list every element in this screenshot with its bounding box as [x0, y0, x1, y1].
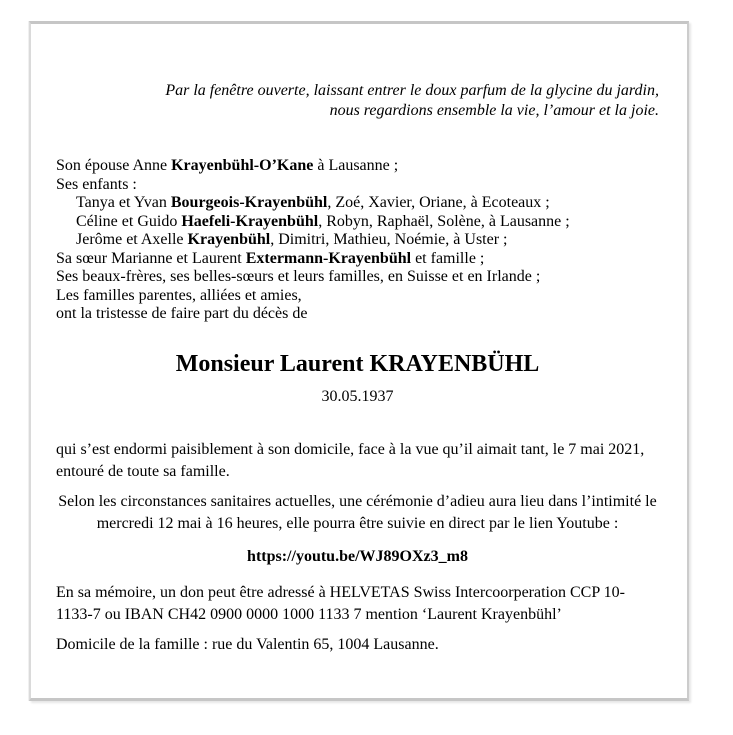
family-line-1-prefix: Son épouse Anne: [56, 157, 172, 174]
ceremony-paragraph: [56, 491, 659, 535]
death-paragraph: [56, 439, 659, 483]
family-line-4: [56, 213, 659, 232]
family-line-3-suffix: , Zoé, Xavier, Oriane, à Ecoteaux ;: [327, 194, 550, 211]
family-line-4-prefix: Céline et Guido: [76, 212, 182, 230]
family-line-3: [56, 194, 659, 213]
ceremony-paragraph-line-1: Selon les circonstances sanitaires actuelles, une cérémonie d’adieu aura lieu dans l’intimité le: [58, 492, 657, 510]
donation-paragraph-line-1: En sa mémoire, un don peut être adressé à HELVETAS Swiss Intercoorperation CCP 10-: [56, 583, 625, 601]
family-line-1-suffix: à Lausanne ;: [313, 157, 399, 174]
family-line-6: [56, 250, 659, 269]
family-line-9: [56, 305, 659, 324]
epigraph-quote-line-1: Par la fenêtre ouverte, laissant entrer le doux parfum de la glycine du jardin,: [165, 82, 659, 99]
family-line-9-prefix: ont la tristesse de faire part du décès de: [56, 305, 308, 322]
family-line-5: [56, 231, 659, 250]
family-line-3-prefix: Tanya et Yvan: [76, 194, 171, 211]
family-line-8: [56, 287, 659, 306]
epigraph-quote-line-2: nous regardions ensemble la vie, l’amour et la joie.: [329, 102, 659, 119]
family-line-7-prefix: Ses beaux-frères, ses belles-sœurs et leurs familles, en Suisse et en Irlande ;: [56, 268, 541, 285]
family-list: [56, 157, 659, 324]
family-line-2-prefix: Ses enfants :: [56, 175, 137, 193]
family-line-8-prefix: Les familles parentes, alliées et amies,: [56, 286, 302, 304]
epigraph-quote: [56, 81, 659, 121]
family-line-5-suffix: , Dimitri, Mathieu, Noémie, à Uster ;: [270, 231, 508, 248]
obituary-frame: [29, 21, 689, 701]
family-line-1: [56, 157, 659, 176]
birth-date: 30.05.1937: [321, 387, 394, 405]
family-line-5-bold: Krayenbühl: [187, 231, 271, 248]
family-line-6-bold: Extermann-Krayenbühl: [245, 249, 412, 267]
residence-line: Domicile de la famille : rue du Valentin 65, 1004 Lausanne.: [56, 635, 439, 653]
death-paragraph-line-2: entouré de toute sa famille.: [56, 462, 230, 480]
family-line-6-suffix: et famille ;: [411, 249, 485, 267]
donation-paragraph: [56, 582, 659, 626]
family-line-3-bold: Bourgeois-Krayenbühl: [170, 194, 328, 211]
death-paragraph-line-1: qui s’est endormi paisiblement à son domicile, face à la vue qu’il aimait tant, le 7 mai 2021,: [56, 440, 645, 458]
family-line-4-suffix: , Robyn, Raphaël, Solène, à Lausanne ;: [318, 212, 570, 230]
family-line-7: [56, 268, 659, 287]
youtube-link: https://youtu.be/WJ89OXz3_m8: [247, 547, 468, 565]
family-line-2: [56, 176, 659, 195]
ceremony-paragraph-line-2: mercredi 12 mai à 16 heures, elle pourra être suivie en direct par le lien Youtube :: [96, 514, 619, 532]
donation-paragraph-line-2: 1133-7 ou IBAN CH42 0900 0000 1000 1133 7 mention ‘Laurent Krayenbühl’: [56, 605, 562, 623]
family-line-5-prefix: Jerôme et Axelle: [76, 231, 188, 248]
family-line-6-prefix: Sa sœur Marianne et Laurent: [56, 249, 246, 267]
family-line-1-bold: Krayenbühl-O’Kane: [171, 157, 314, 174]
family-line-4-bold: Haefeli-Krayenbühl: [181, 212, 319, 230]
deceased-name: Monsieur Laurent KRAYENBÜHL: [175, 350, 540, 377]
